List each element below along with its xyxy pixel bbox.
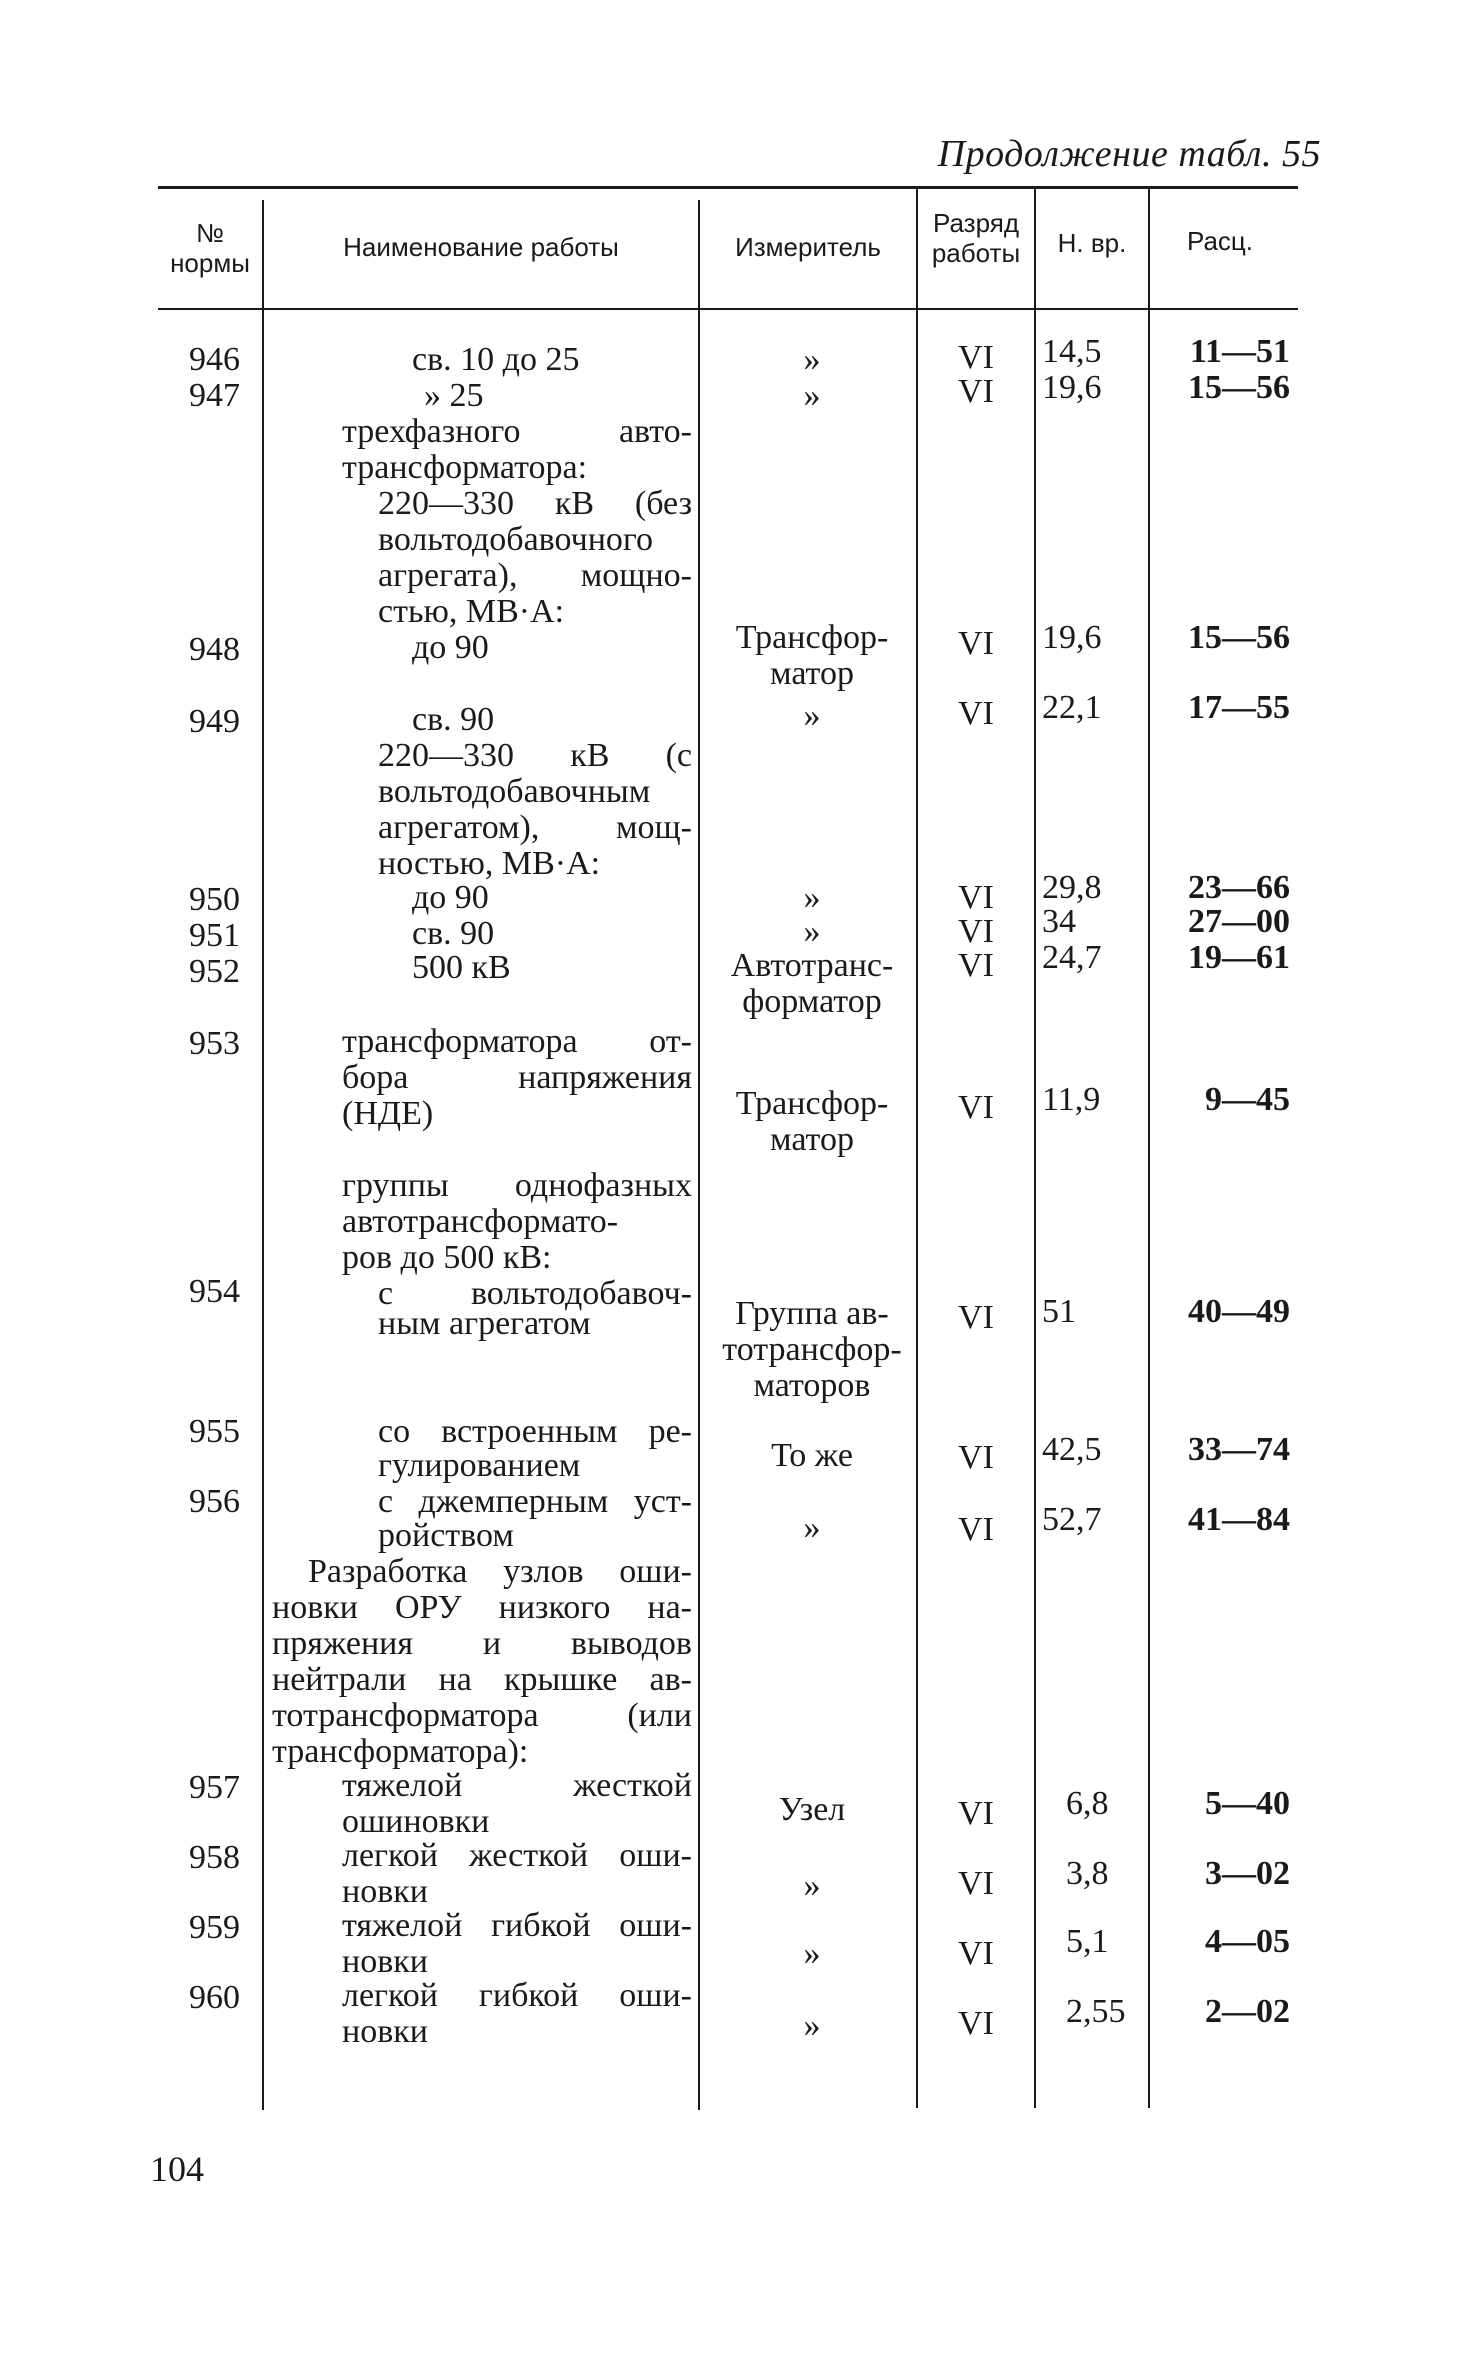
time-cell: 52,7 xyxy=(1042,1501,1102,1538)
grade-cell: VI xyxy=(958,1935,994,1972)
time-cell: 14,5 xyxy=(1042,333,1102,370)
norm-number: 947 xyxy=(189,377,240,414)
unit-cell: » xyxy=(803,913,821,950)
work-name: ным агрегатом xyxy=(378,1305,591,1342)
work-name: 500 кВ xyxy=(412,949,511,986)
group-heading-line: вольтодобавочным xyxy=(378,773,651,810)
header-num xyxy=(160,218,260,278)
work-name: ройством xyxy=(378,1517,514,1554)
unit-cell: » xyxy=(803,341,821,378)
rate-cell: 3—02 xyxy=(1205,1855,1290,1892)
work-name: до 90 xyxy=(412,629,489,666)
time-cell: 19,6 xyxy=(1042,619,1102,656)
work-name: св. 90 xyxy=(412,915,495,952)
norm-number: 946 xyxy=(189,341,240,378)
time-cell: 6,8 xyxy=(1066,1785,1109,1822)
time-cell: 29,8 xyxy=(1042,869,1102,906)
unit-cell: » xyxy=(803,879,821,916)
rate-cell: 15—56 xyxy=(1188,619,1290,656)
group-heading-line: трансформатора): xyxy=(272,1733,529,1770)
rate-cell: 27—00 xyxy=(1188,903,1290,940)
group-heading-line: ностью, МВ·А: xyxy=(378,845,601,882)
unit-cell: Автотранс- xyxy=(730,947,894,984)
norm-number: 954 xyxy=(189,1273,240,1310)
unit-cell: » xyxy=(803,1935,821,1972)
norm-number: 955 xyxy=(189,1413,240,1450)
work-name: св. 10 до 25 xyxy=(412,341,580,378)
norm-number: 960 xyxy=(189,1979,240,2016)
work-name: ошиновки xyxy=(342,1803,490,1840)
grade-cell: VI xyxy=(958,695,994,732)
work-name: трансформатора от- xyxy=(342,1023,692,1060)
group-heading-line: трансформатора: xyxy=(342,449,588,486)
work-name: с джемперным уст- xyxy=(378,1483,692,1520)
time-cell: 3,8 xyxy=(1066,1855,1109,1892)
norm-number: 952 xyxy=(189,953,240,990)
work-name: (НДЕ) xyxy=(342,1095,434,1132)
rate-cell: 5—40 xyxy=(1205,1785,1290,1822)
work-name: со встроенным ре- xyxy=(378,1413,692,1450)
norm-number: 948 xyxy=(189,631,240,668)
group-heading-line: Разработка узлов оши- xyxy=(308,1553,692,1590)
grade-cell: VI xyxy=(958,1089,994,1126)
work-name: новки xyxy=(342,1943,428,1980)
grade-cell: VI xyxy=(958,1299,994,1336)
group-heading-line: трехфазного авто- xyxy=(342,413,692,450)
group-heading-line: автотрансформато- xyxy=(342,1203,619,1240)
work-name: легкой жесткой оши- xyxy=(342,1837,692,1874)
rate-cell: 19—61 xyxy=(1188,939,1290,976)
group-heading-line: пряжения и выводов xyxy=(272,1625,692,1662)
work-name: новки xyxy=(342,1873,428,1910)
time-cell: 19,6 xyxy=(1042,369,1102,406)
rate-cell: 17—55 xyxy=(1188,689,1290,726)
norm-number: 951 xyxy=(189,917,240,954)
group-heading-line: новки ОРУ низкого на- xyxy=(272,1589,692,1626)
unit-cell: матор xyxy=(770,655,854,692)
unit-cell: матор xyxy=(770,1121,854,1158)
work-name: тяжелой гибкой оши- xyxy=(342,1907,692,1944)
work-name: легкой гибкой оши- xyxy=(342,1977,692,2014)
rate-cell: 41—84 xyxy=(1188,1501,1290,1538)
group-heading-line: нейтрали на крышке ав- xyxy=(272,1661,692,1698)
unit-cell: » xyxy=(803,1509,821,1546)
rate-cell: 9—45 xyxy=(1205,1081,1290,1118)
header-rate: Расц. xyxy=(1186,226,1254,256)
work-name: бора напряжения xyxy=(342,1059,692,1096)
header-num-line: нормы xyxy=(170,248,250,278)
grade-cell: VI xyxy=(958,1511,994,1548)
work-name: св. 90 xyxy=(412,701,495,738)
rate-cell: 2—02 xyxy=(1205,1993,1290,2030)
unit-cell: » xyxy=(803,2007,821,2044)
group-heading-line: ров до 500 кВ: xyxy=(342,1239,552,1276)
work-name: новки xyxy=(342,2013,428,2050)
unit-cell: Трансфор- xyxy=(735,619,889,656)
unit-cell: » xyxy=(803,1867,821,1904)
time-cell: 24,7 xyxy=(1042,939,1102,976)
group-heading-line: 220—330 кВ (без xyxy=(378,485,692,522)
norm-number: 956 xyxy=(189,1483,240,1520)
header-num-line: № xyxy=(196,218,224,248)
page-number: 104 xyxy=(150,2149,204,2189)
time-cell: 2,55 xyxy=(1066,1993,1126,2030)
group-heading-line: агрегата), мощно- xyxy=(378,557,692,594)
header-grade-line: работы xyxy=(931,238,1021,268)
unit-cell: маторов xyxy=(753,1367,871,1404)
unit-cell: Узел xyxy=(778,1791,846,1828)
group-heading-line: стью, МВ·А: xyxy=(378,593,565,630)
group-heading-line: 220—330 кВ (с xyxy=(378,737,692,774)
time-cell: 11,9 xyxy=(1042,1081,1101,1118)
grade-cell: VI xyxy=(958,947,994,984)
header-unit: Измеритель xyxy=(735,232,881,262)
rate-cell: 33—74 xyxy=(1188,1431,1290,1468)
norm-number: 950 xyxy=(189,881,240,918)
rate-cell: 23—66 xyxy=(1188,869,1290,906)
time-cell: 42,5 xyxy=(1042,1431,1102,1468)
header-grade xyxy=(918,208,1034,268)
norm-number: 949 xyxy=(189,703,240,740)
norm-number: 957 xyxy=(189,1769,240,1806)
grade-cell: VI xyxy=(958,1439,994,1476)
table-caption: Продолжение табл. 55 xyxy=(937,133,1321,175)
rate-cell: 40—49 xyxy=(1188,1293,1290,1330)
group-heading-line: группы однофазных xyxy=(342,1167,692,1204)
work-name: тяжелой жесткой xyxy=(342,1767,692,1804)
unit-cell: То же xyxy=(771,1437,853,1474)
work-name: до 90 xyxy=(412,879,489,916)
unit-cell: » xyxy=(803,377,821,414)
rate-cell: 4—05 xyxy=(1205,1923,1290,1960)
column-divider xyxy=(262,200,264,2110)
group-heading-line: тотрансформатора (или xyxy=(272,1697,692,1734)
norm-number: 958 xyxy=(189,1839,240,1876)
work-name: » 25 xyxy=(424,377,484,414)
grade-cell: VI xyxy=(958,373,994,410)
grade-cell: VI xyxy=(958,913,994,950)
rate-cell: 15—56 xyxy=(1188,369,1290,406)
time-cell: 5,1 xyxy=(1066,1923,1109,1960)
header-bottom-rule xyxy=(158,308,1298,310)
grade-cell: VI xyxy=(958,1865,994,1902)
grade-cell: VI xyxy=(958,339,994,376)
grade-cell: VI xyxy=(958,2005,994,2042)
table-top-rule xyxy=(158,186,1298,189)
grade-cell: VI xyxy=(958,879,994,916)
unit-cell: форматор xyxy=(742,983,882,1020)
group-heading-line: вольтодобавочного xyxy=(378,521,654,558)
unit-cell: » xyxy=(803,697,821,734)
rate-cell: 11—51 xyxy=(1189,333,1290,370)
time-cell: 51 xyxy=(1042,1293,1076,1330)
work-name: гулированием xyxy=(378,1447,581,1484)
time-cell: 34 xyxy=(1042,903,1076,940)
unit-cell: тотрансфор- xyxy=(722,1331,902,1368)
work-name: с вольтодобавоч- xyxy=(378,1275,692,1312)
group-heading-line: агрегатом), мощ- xyxy=(378,809,692,846)
unit-cell: Трансфор- xyxy=(735,1085,889,1122)
norm-number: 953 xyxy=(189,1025,240,1062)
grade-cell: VI xyxy=(958,625,994,662)
header-grade-line: Разряд xyxy=(933,208,1019,238)
time-cell: 22,1 xyxy=(1042,689,1102,726)
header-time: Н. вр. xyxy=(1057,228,1127,258)
norm-number: 959 xyxy=(189,1909,240,1946)
grade-cell: VI xyxy=(958,1795,994,1832)
header-name: Наименование работы xyxy=(343,232,619,262)
unit-cell: Группа ав- xyxy=(735,1295,889,1332)
